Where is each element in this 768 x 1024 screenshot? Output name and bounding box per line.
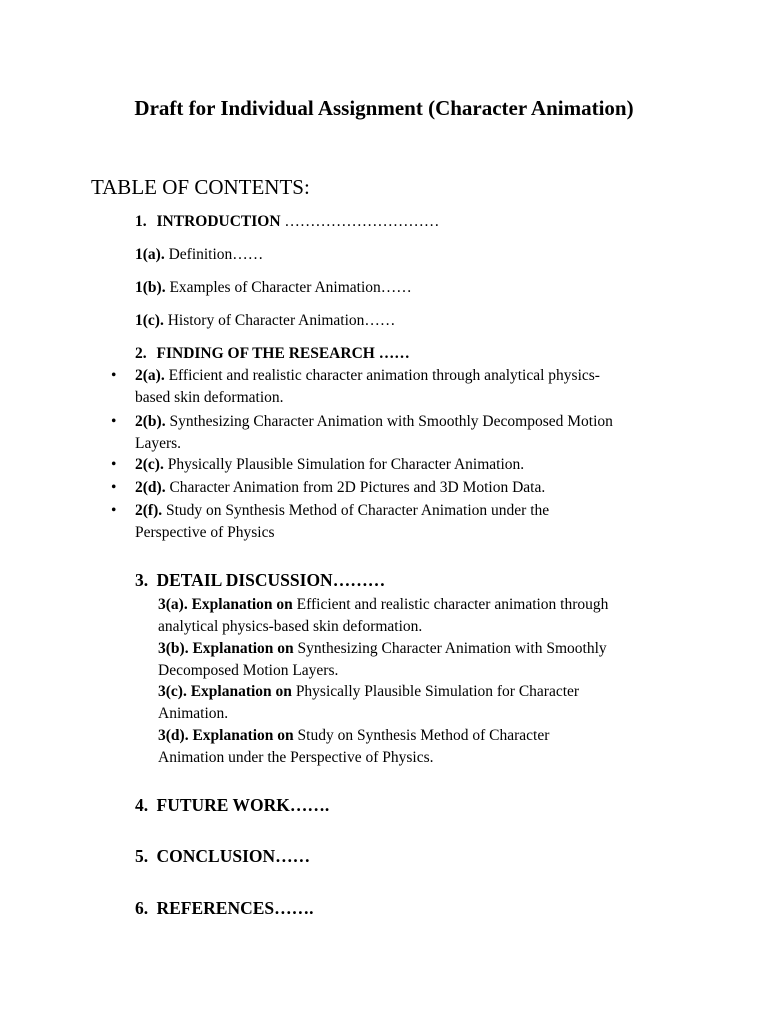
- leader-dots: …………………………: [280, 213, 440, 230]
- item-text: Study on Synthesis Method of Character Animation under the: [162, 502, 550, 519]
- item-text: Efficient and realistic character animation through: [292, 596, 609, 613]
- item-label: 3(a). Explanation on: [158, 596, 293, 613]
- toc-section-3: [135, 568, 385, 592]
- item-label: 2(c).: [135, 456, 164, 473]
- item-text: Examples of Character Animation……: [165, 279, 412, 296]
- item-text: Synthesizing Character Animation with Smoothly Decomposed Motion: [165, 413, 613, 430]
- toc-item-1b: [135, 277, 412, 299]
- section-heading: FINDING OF THE RESEARCH ……: [156, 345, 410, 362]
- toc-item-2a: [135, 365, 695, 409]
- item-text: Study on Synthesis Method of Character: [293, 727, 550, 744]
- toc-item-1c: [135, 310, 395, 332]
- item-text: Physically Plausible Simulation for Character Animation.: [163, 456, 525, 473]
- item-text-continued: Decomposed Motion Layers.: [158, 662, 339, 679]
- section-number: 6.: [135, 898, 149, 918]
- item-label: 3(d). Explanation on: [158, 727, 294, 744]
- item-text: Character Animation from 2D Pictures and 3D Motion Data.: [165, 479, 546, 496]
- bullet-icon: •: [111, 367, 117, 384]
- section-heading: CONCLUSION……: [156, 846, 311, 866]
- bullet-icon: •: [111, 456, 117, 473]
- document-title: Draft for Individual Assignment (Character Animation): [134, 96, 634, 120]
- section-number: 3.: [135, 570, 149, 590]
- item-label: 2(d).: [135, 479, 166, 496]
- section-number: 5.: [135, 846, 149, 866]
- item-text: History of Character Animation……: [163, 312, 396, 329]
- item-text: Efficient and realistic character animation through analytical physics-: [164, 367, 600, 384]
- section-number: 4.: [135, 795, 149, 815]
- toc-section-2: [135, 343, 410, 365]
- item-label: 1(a).: [135, 246, 165, 263]
- item-text-continued: based skin deformation.: [135, 389, 284, 406]
- item-text-continued: Animation.: [158, 705, 229, 722]
- toc-section-5: [135, 844, 310, 868]
- bullet-icon: •: [111, 502, 117, 519]
- toc-item-2b: [135, 411, 695, 455]
- item-text-continued: analytical physics-based skin deformation.: [158, 618, 423, 635]
- item-text-continued: Layers.: [135, 435, 182, 452]
- item-label: 3(b). Explanation on: [158, 640, 294, 657]
- bullet-icon: •: [111, 413, 117, 430]
- section-heading: INTRODUCTION: [156, 213, 281, 230]
- item-text: Synthesizing Character Animation with Smoothly: [293, 640, 607, 657]
- bullet-icon: •: [111, 479, 117, 496]
- item-text: Physically Plausible Simulation for Character: [291, 683, 580, 700]
- item-label: 1(c).: [135, 312, 164, 329]
- toc-heading: TABLE OF CONTENTS:: [91, 175, 310, 199]
- toc-section-1: [135, 211, 439, 233]
- toc-item-1a: [135, 244, 263, 266]
- toc-item-2f: [135, 500, 695, 544]
- section-heading: REFERENCES…….: [156, 898, 314, 918]
- section-number: 1.: [135, 213, 147, 230]
- item-text-continued: Animation under the Perspective of Physics.: [158, 749, 434, 766]
- item-label: 2(a).: [135, 367, 165, 384]
- item-text-continued: Perspective of Physics: [135, 524, 275, 541]
- toc-item-3b: [158, 638, 718, 682]
- section-heading: FUTURE WORK…….: [156, 795, 330, 815]
- item-text: Definition……: [164, 246, 264, 263]
- toc-item-2c: [135, 454, 695, 476]
- toc-item-3d: [158, 725, 718, 769]
- toc-item-2d: [135, 477, 695, 499]
- toc-section-6: [135, 896, 314, 920]
- toc-item-3a: [158, 594, 718, 638]
- section-number: 2.: [135, 345, 147, 362]
- toc-section-4: [135, 793, 329, 817]
- item-label: 1(b).: [135, 279, 166, 296]
- toc-item-3c: [158, 681, 718, 725]
- item-label: 3(c). Explanation on: [158, 683, 292, 700]
- section-heading: DETAIL DISCUSSION………: [156, 570, 386, 590]
- item-label: 2(b).: [135, 413, 166, 430]
- item-label: 2(f).: [135, 502, 163, 519]
